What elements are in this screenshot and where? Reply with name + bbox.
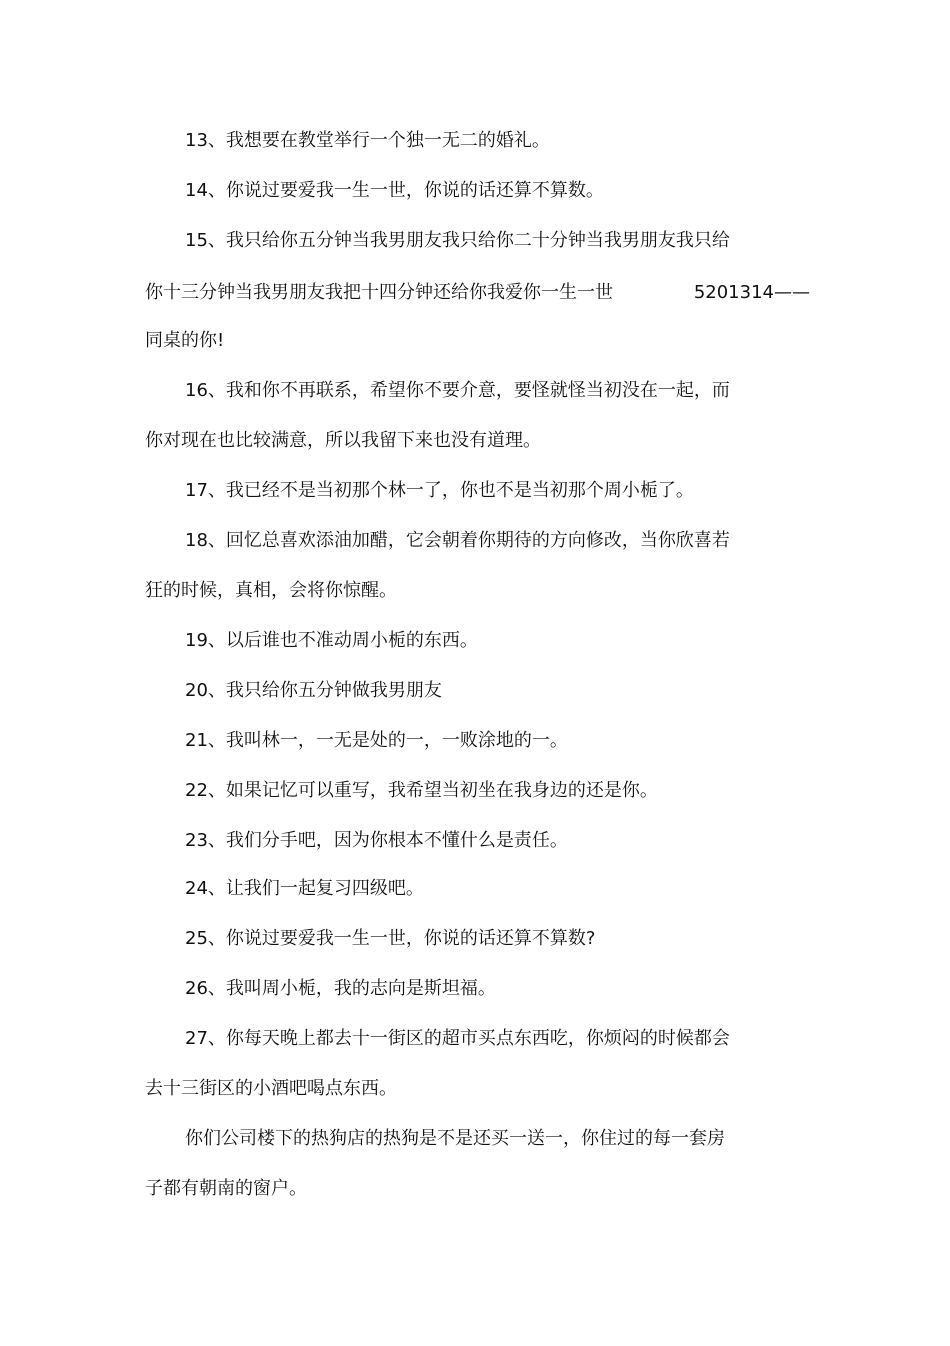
paragraph-line: 24、让我们一起复习四级吧。	[185, 878, 424, 899]
paragraph-line: 25、你说过要爱我一生一世，你说的话还算不算数?	[185, 928, 596, 949]
paragraph-line: 你十三分钟当我男朋友我把十四分钟还给你我爱你一生一世	[145, 282, 613, 303]
paragraph-line: 狂的时候，真相，会将你惊醒。	[145, 580, 397, 601]
paragraph-line: 13、我想要在教堂举行一个独一无二的婚礼。	[185, 130, 550, 151]
paragraph-line: 23、我们分手吧，因为你根本不懂什么是责任。	[185, 830, 568, 851]
paragraph-line: 你对现在也比较满意，所以我留下来也没有道理。	[145, 430, 541, 451]
paragraph-line-number: 5201314——	[693, 282, 810, 303]
paragraph-line: 22、如果记忆可以重写，我希望当初坐在我身边的还是你。	[185, 780, 658, 801]
paragraph-line: 14、你说过要爱我一生一世，你说的话还算不算数。	[185, 180, 604, 201]
paragraph-line: 17、我已经不是当初那个林一了，你也不是当初那个周小栀了。	[185, 480, 694, 501]
paragraph-line: 18、回忆总喜欢添油加醋，它会朝着你期待的方向修改，当你欣喜若	[185, 530, 730, 551]
paragraph-line: 同桌的你!	[145, 330, 225, 351]
paragraph-line: 去十三街区的小酒吧喝点东西。	[145, 1078, 397, 1099]
paragraph-line: 27、你每天晚上都去十一街区的超市买点东西吃，你烦闷的时候都会	[185, 1028, 730, 1049]
paragraph-line-split	[145, 278, 810, 308]
paragraph-line: 你们公司楼下的热狗店的热狗是不是还买一送一，你住过的每一套房	[185, 1128, 725, 1149]
paragraph-line: 16、我和你不再联系，希望你不要介意，要怪就怪当初没在一起，而	[185, 380, 730, 401]
paragraph-line: 子都有朝南的窗户。	[145, 1178, 307, 1199]
paragraph-line: 21、我叫林一，一无是处的一，一败涂地的一。	[185, 730, 568, 751]
paragraph-line: 20、我只给你五分钟做我男朋友	[185, 680, 442, 701]
paragraph-line: 19、以后谁也不准动周小栀的东西。	[185, 630, 478, 651]
paragraph-line: 15、我只给你五分钟当我男朋友我只给你二十分钟当我男朋友我只给	[185, 230, 730, 251]
paragraph-line: 26、我叫周小栀，我的志向是斯坦福。	[185, 978, 496, 999]
